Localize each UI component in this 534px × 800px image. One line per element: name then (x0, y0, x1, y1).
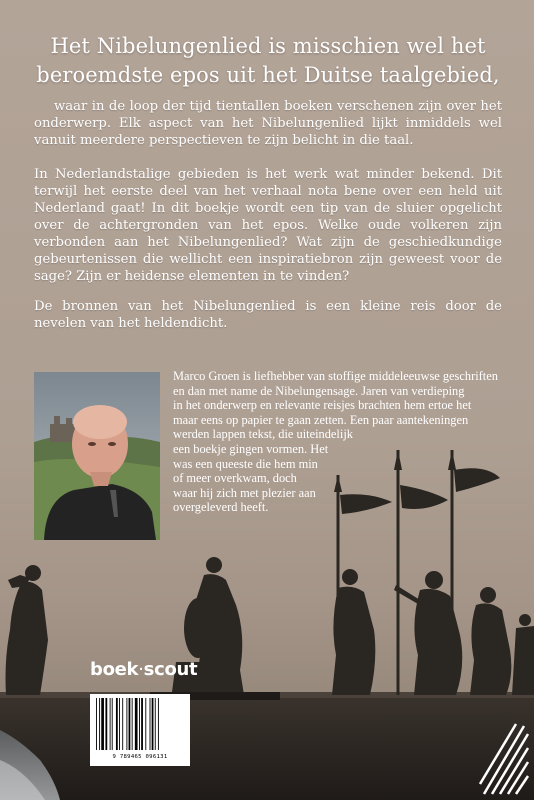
publisher-logo-dot: · (138, 659, 144, 680)
isbn-barcode (90, 694, 190, 766)
bio-line: maar eens op papier te gaan zetten. Een paar aantekeningen (173, 412, 469, 427)
bio-line: of meer overkwam, doch (173, 471, 297, 486)
publisher-logo-part-1: boek (90, 659, 139, 680)
bio-line: Marco Groen is liefhebber van stoffige middeleeuwse geschriften (173, 369, 498, 383)
synopsis-paragraph-2: In Nederlandstalige gebieden is het werk wat minder bekend. Dit terwijl het eerste deel van het verhaal nota bene over een held uit Nederland gaat! In dit boekje wordt een tip van de sluier opgelicht over de achtergronden van het epos. Welke oude volkeren zijn verbonden aan het Nibelungenlied? Wat zijn de geschiedkundige gebeurtenissen die wellicht een inspiratiebron zijn geweest voor de sage? Zijn er heidense elementen in te vinden? (34, 167, 502, 284)
bio-line: was een queeste die hem min (173, 456, 318, 471)
barcode-bars (90, 694, 190, 754)
bio-line: een boekje gingen vormen. Het (173, 441, 329, 456)
synopsis-paragraph-3: De bronnen van het Nibelungenlied is een kleine reis door de nevelen van het heldendicht. (34, 299, 502, 331)
synopsis-paragraph-1: waar in de loop der tijd tientallen boeken verschenen zijn over het onderwerp. Elk aspect van het Nibelungenlied lijkt inmiddels wel vanuit meerdere perspectieven te zijn belicht in die taal. (34, 99, 502, 148)
publisher-logo (90, 659, 197, 680)
bio-line: in het onderwerp en relevante reisjes brachten hem ertoe het (173, 398, 472, 413)
hatch-mark (478, 716, 530, 796)
barcode-digits: 9 789465 096131 (112, 754, 168, 760)
cover-heading: Het Nibelungenlied is misschien wel het beroemdste epos uit het Duitse taalgebied, (36, 34, 500, 87)
bio-line: overgeleverd heeft. (173, 500, 269, 515)
author-bio (173, 369, 499, 515)
bio-line: waar hij zich met plezier aan (173, 485, 316, 500)
author-photo (34, 372, 160, 540)
bio-line: werden lappen tekst, die uiteindelijk (173, 427, 353, 442)
bio-line: en dan met name de Nibelungensage. Jaren van verdieping (173, 383, 465, 398)
publisher-logo-part-2: scout (143, 659, 198, 680)
